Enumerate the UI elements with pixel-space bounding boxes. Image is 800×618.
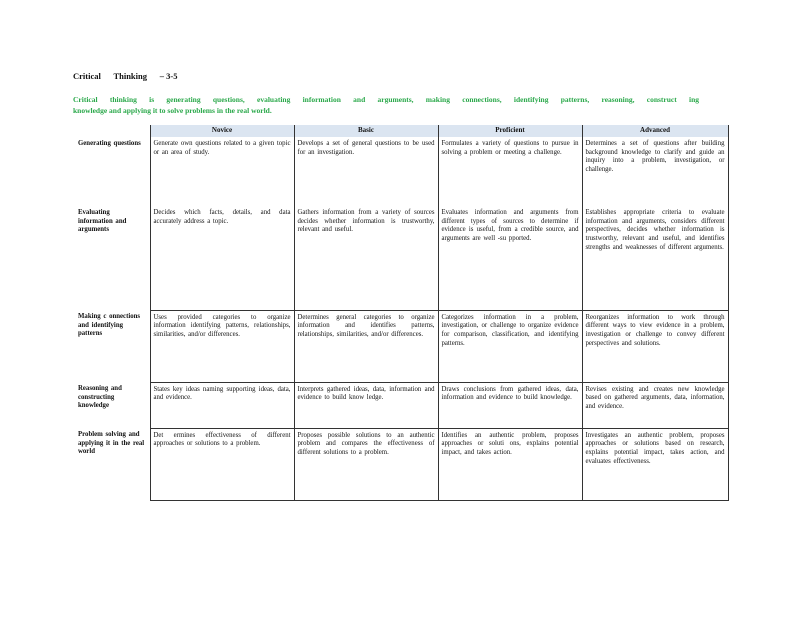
header-basic: Basic [294,125,438,137]
table-cell: Reorganizes information to work through different ways to view evidence in a problem, investigation or challenge to convey different perspectives and solutions. [582,310,728,382]
row-category: Evaluating information and arguments [78,209,127,234]
table-cell: Investigates an authentic problem, proposes approaches or solutions based on research, explains potential impact, takes action, and evaluates effectiveness. [582,428,728,500]
row-category: Problem solving and applying it in the real world [78,431,145,456]
table-row [72,206,728,310]
row-category: Making c onnections and identifying patterns [78,313,141,338]
table-cell: Develops a set of general questions to be used for an investigation. [294,137,438,206]
table-row [72,310,728,382]
table-cell: Uses provided categories to organize information identifying patterns, relationships, similarities, and/or differences. [150,310,294,382]
table-cell: Decides which facts, details, and data accurately address a topic. [150,206,294,310]
table-cell: Formulates a variety of questions to pursue in solving a problem or meeting a challenge. [438,137,582,206]
row-category: Reasoning and constructing knowledge [78,385,122,410]
table-cell: Gathers information from a variety of sources decides whether information is trustworthy, relevant and useful. [294,206,438,310]
definition-line-1: Critical thinking is generating questions, evaluating information and arguments, making connections, identifying patterns, reasoning, construct ing [73,95,699,104]
table-cell: Draws conclusions from gathered ideas, data, information and evidence to build knowledge. [438,382,582,428]
table-cell: Interprets gathered ideas, data, information and evidence to build know ledge. [294,382,438,428]
header-proficient: Proficient [438,125,582,137]
header-row [72,125,728,137]
table-cell: Det ermines effectiveness of different approaches or solutions to a problem. [150,428,294,500]
row-category: Generating questions [78,140,141,147]
page-title: Critical Thinking – 3-5 [73,71,178,81]
table-cell: Revises existing and creates new knowledge based on gathered arguments, data, information, and evidence. [582,382,728,428]
table-row [72,137,728,206]
table-cell: Establishes appropriate criteria to evaluate information and arguments, considers different perspectives, decides whether information is trustworthy, relevant and useful, and identifies strengths and weaknesses of different arguments. [582,206,728,310]
table-row [72,382,728,428]
table-cell: States key ideas naming supporting ideas, data, and evidence. [150,382,294,428]
header-novice: Novice [150,125,294,137]
table-cell: Evaluates information and arguments from different types of sources to determine if evidence is useful, from a credible source, and arguments are well -su pported. [438,206,582,310]
table-cell: Determines a set of questions after building background knowledge to clarify and guide an inquiry into a problem, investigation, or challenge. [582,137,728,206]
table-cell: Proposes possible solutions to an authentic problem and compares the effectiveness of different solutions to a problem. [294,428,438,500]
header-advanced: Advanced [582,125,728,137]
header-blank [72,125,150,137]
table-row [72,428,728,500]
table-cell: Categorizes information in a problem, investigation, or challenge to organize evidence for comparison, classification, and identifying patterns. [438,310,582,382]
definition-paragraph [73,94,699,116]
table-cell: Generate own questions related to a given topic or an area of study. [150,137,294,206]
table-cell: Identifies an authentic problem, proposes approaches or soluti ons, explains potential impact, and takes action. [438,428,582,500]
rubric-table [72,125,729,501]
table-cell: Determines general categories to organize information and identifies patterns, relationships, similarities, and/or differences. [294,310,438,382]
definition-line-2: knowledge and applying it to solve problems in the real world. [73,106,272,115]
